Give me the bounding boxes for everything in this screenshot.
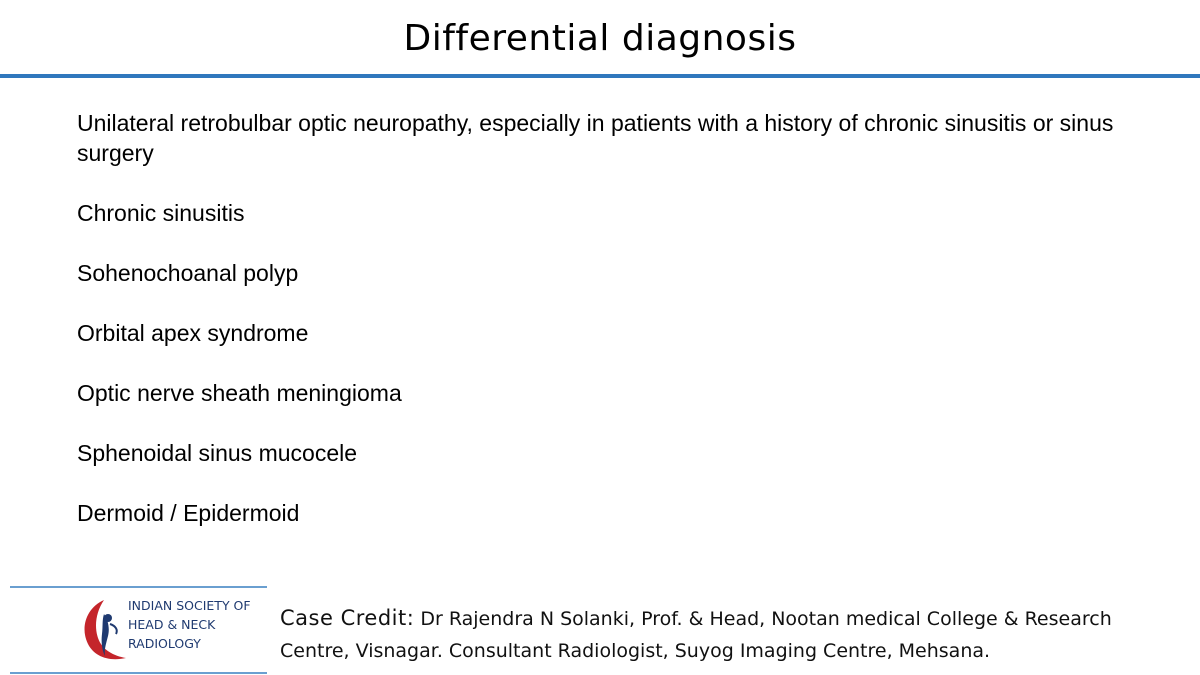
- list-item: Orbital apex syndrome: [77, 320, 309, 346]
- logo-line-1: INDIAN SOCIETY OF: [128, 598, 251, 613]
- society-logo: [10, 586, 267, 674]
- logo-top-rule: [10, 586, 267, 588]
- logo-line-2: HEAD & NECK: [128, 617, 216, 632]
- logo-wordmark: [128, 596, 268, 653]
- list-item: Sphenoidal sinus mucocele: [77, 440, 358, 466]
- case-credit-label: Case Credit:: [280, 606, 415, 630]
- list-item: Sohenochoanal polyp: [77, 260, 299, 286]
- list-item: Chronic sinusitis: [77, 200, 245, 226]
- case-credit: [280, 602, 1185, 667]
- logo-bottom-rule: [10, 672, 267, 674]
- list-item: Optic nerve sheath meningioma: [77, 380, 402, 406]
- logo-line-3: RADIOLOGY: [128, 636, 201, 651]
- list-item: Unilateral retrobulbar optic neuropathy, especially in patients with a history of chronic sinusitis or sinus surgery: [77, 110, 1114, 166]
- ishnr-logo-icon: [74, 594, 134, 666]
- differential-list: [77, 108, 1137, 558]
- slide-title: Differential diagnosis: [403, 18, 797, 59]
- title-divider: [0, 74, 1200, 78]
- list-item: Dermoid / Epidermoid: [77, 500, 300, 526]
- case-credit-text: Dr Rajendra N Solanki, Prof. & Head, Nootan medical College & Research Centre, Visnagar. Consultant Radiologist, Suyog Imaging Centre, Mehsana.: [280, 608, 1112, 662]
